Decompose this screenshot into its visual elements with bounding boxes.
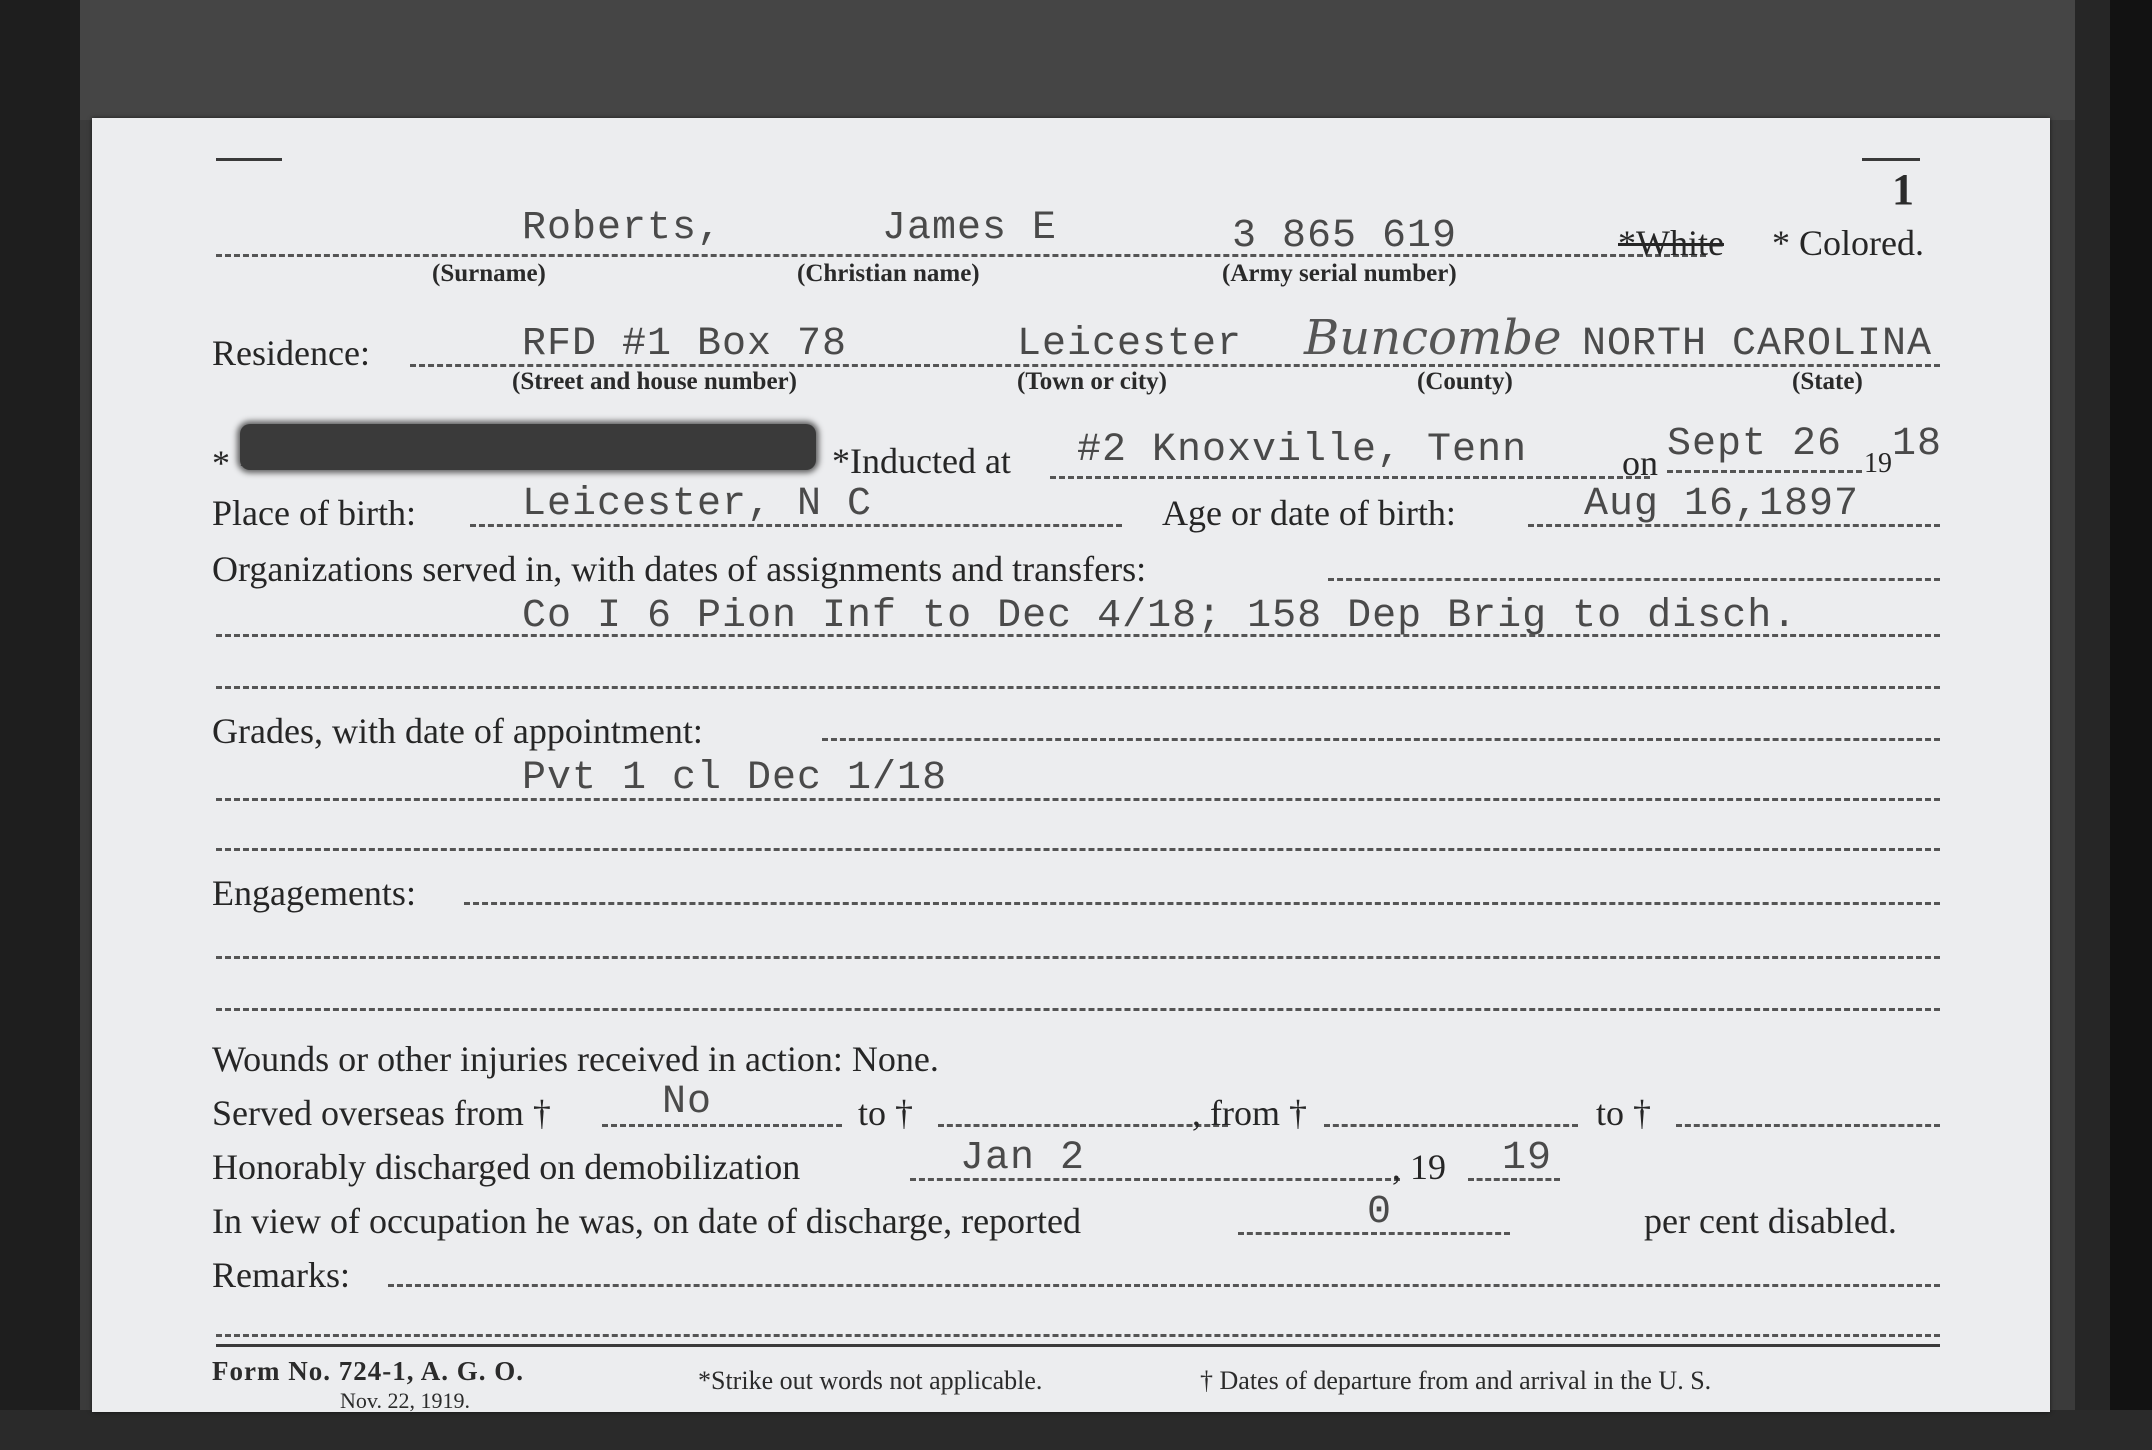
residence-label: Residence: [212,333,370,373]
wounds-label: Wounds or other injuries received in action: None. [212,1039,939,1079]
overseas-from-line [602,1124,842,1127]
serial-number-caption: (Army serial number) [1222,260,1457,287]
top-left-rule [216,158,282,161]
scan-background-left [0,0,80,1450]
dates-note: † Dates of departure from and arrival in the U. S. [1200,1366,1712,1395]
enlisted-star: * [212,443,230,483]
top-right-rule [1862,158,1920,161]
overseas-from2-label: , from † [1192,1093,1307,1133]
place-of-birth-label: Place of birth: [212,493,416,533]
inducted-year-prefix: 19 [1864,448,1892,479]
state-caption: (State) [1792,368,1863,395]
inducted-date-line [1667,470,1862,473]
race-colored: * Colored. [1772,223,1924,263]
name-line [216,254,1706,257]
serial-number-value: 3 865 619 [1232,214,1458,259]
surname-caption: (Surname) [432,260,546,287]
scan-background-top [0,0,2152,120]
grades-value: Pvt 1 cl Dec 1/18 [522,756,948,801]
redaction-mark [240,424,816,470]
disabled-percent-line [1238,1232,1510,1235]
disabled-percent-value: 0 [1367,1190,1393,1235]
surname-value: Roberts, [522,206,723,251]
remarks-label: Remarks: [212,1255,350,1295]
christian-name-value: James E [882,206,1058,251]
form-date: Nov. 22, 1919. [340,1388,470,1413]
organizations-line-1 [1328,578,1940,581]
county-caption: (County) [1417,368,1513,395]
card-number: 1 [1892,165,1914,214]
served-overseas-label: Served overseas from † [212,1093,551,1133]
inducted-at-label: *Inducted at [832,441,1011,481]
overseas-to-line [938,1124,1228,1127]
engagements-line-2 [216,956,1940,959]
strike-note: *Strike out words not applicable. [698,1366,1043,1395]
service-record-card [92,118,2050,1412]
county-value: Buncombe [1304,310,1562,366]
per-cent-disabled-label: per cent disabled. [1644,1201,1897,1241]
discharge-date-value: Jan 2 [960,1136,1086,1181]
overseas-to2-line [1676,1124,1940,1127]
organizations-value: Co I 6 Pion Inf to Dec 4/18; 158 Dep Brig to disch. [522,594,1798,639]
birth-place-line [470,524,1122,527]
state-value: NORTH CAROLINA [1582,322,1933,367]
overseas-to2-label: to † [1596,1093,1652,1133]
overseas-from2-line [1324,1124,1578,1127]
discharge-year-value: 19 [1502,1136,1553,1181]
honorably-discharged-label: Honorably discharged on demobilization [212,1147,801,1187]
residence-line [410,364,1940,367]
inducted-date-value: Sept 26 [1667,422,1843,467]
organizations-label: Organizations served in, with dates of assignments and transfers: [212,549,1147,589]
inducted-place-line [1050,476,1650,479]
street-caption: (Street and house number) [512,368,797,395]
scan-background-right-edge [2110,0,2152,1450]
grades-line-2 [216,798,1940,801]
footer-rule [216,1344,1940,1347]
town-caption: (Town or city) [1017,368,1167,395]
birth-place-value: Leicester, N C [522,482,873,527]
in-view-label: In view of occupation he was, on date of discharge, reported [212,1201,1082,1241]
inducted-year-value: 18 [1892,422,1943,467]
discharge-year-prefix: , 19 [1392,1147,1446,1187]
on-label: on [1622,443,1658,483]
grades-line-3 [216,848,1940,851]
christian-name-caption: (Christian name) [797,260,980,287]
age-or-dob-label: Age or date of birth: [1162,493,1456,533]
discharge-year-line [1468,1178,1560,1181]
scan-background-bottom [0,1410,2152,1450]
race-white-struck: *White [1618,223,1724,263]
street-value: RFD #1 Box 78 [522,322,848,367]
organizations-line-3 [216,686,1940,689]
discharge-date-line [910,1178,1400,1181]
remarks-line-2 [216,1334,1940,1337]
organizations-line-2 [216,634,1940,637]
grades-label: Grades, with date of appointment: [212,711,703,751]
engagements-line-3 [216,1008,1940,1011]
overseas-to-label: to † [858,1093,914,1133]
inducted-place-value: #2 Knoxville, Tenn [1077,428,1528,473]
engagements-label: Engagements: [212,873,416,913]
grades-line-1 [822,738,1940,741]
form-number: Form No. 724-1, A. G. O. [212,1356,524,1386]
engagements-line-1 [464,902,1940,905]
remarks-line-1 [388,1284,1940,1287]
birth-date-value: Aug 16,1897 [1584,482,1860,527]
birth-date-line [1528,524,1940,527]
overseas-from-value: No [662,1080,713,1125]
town-value: Leicester [1017,322,1243,367]
